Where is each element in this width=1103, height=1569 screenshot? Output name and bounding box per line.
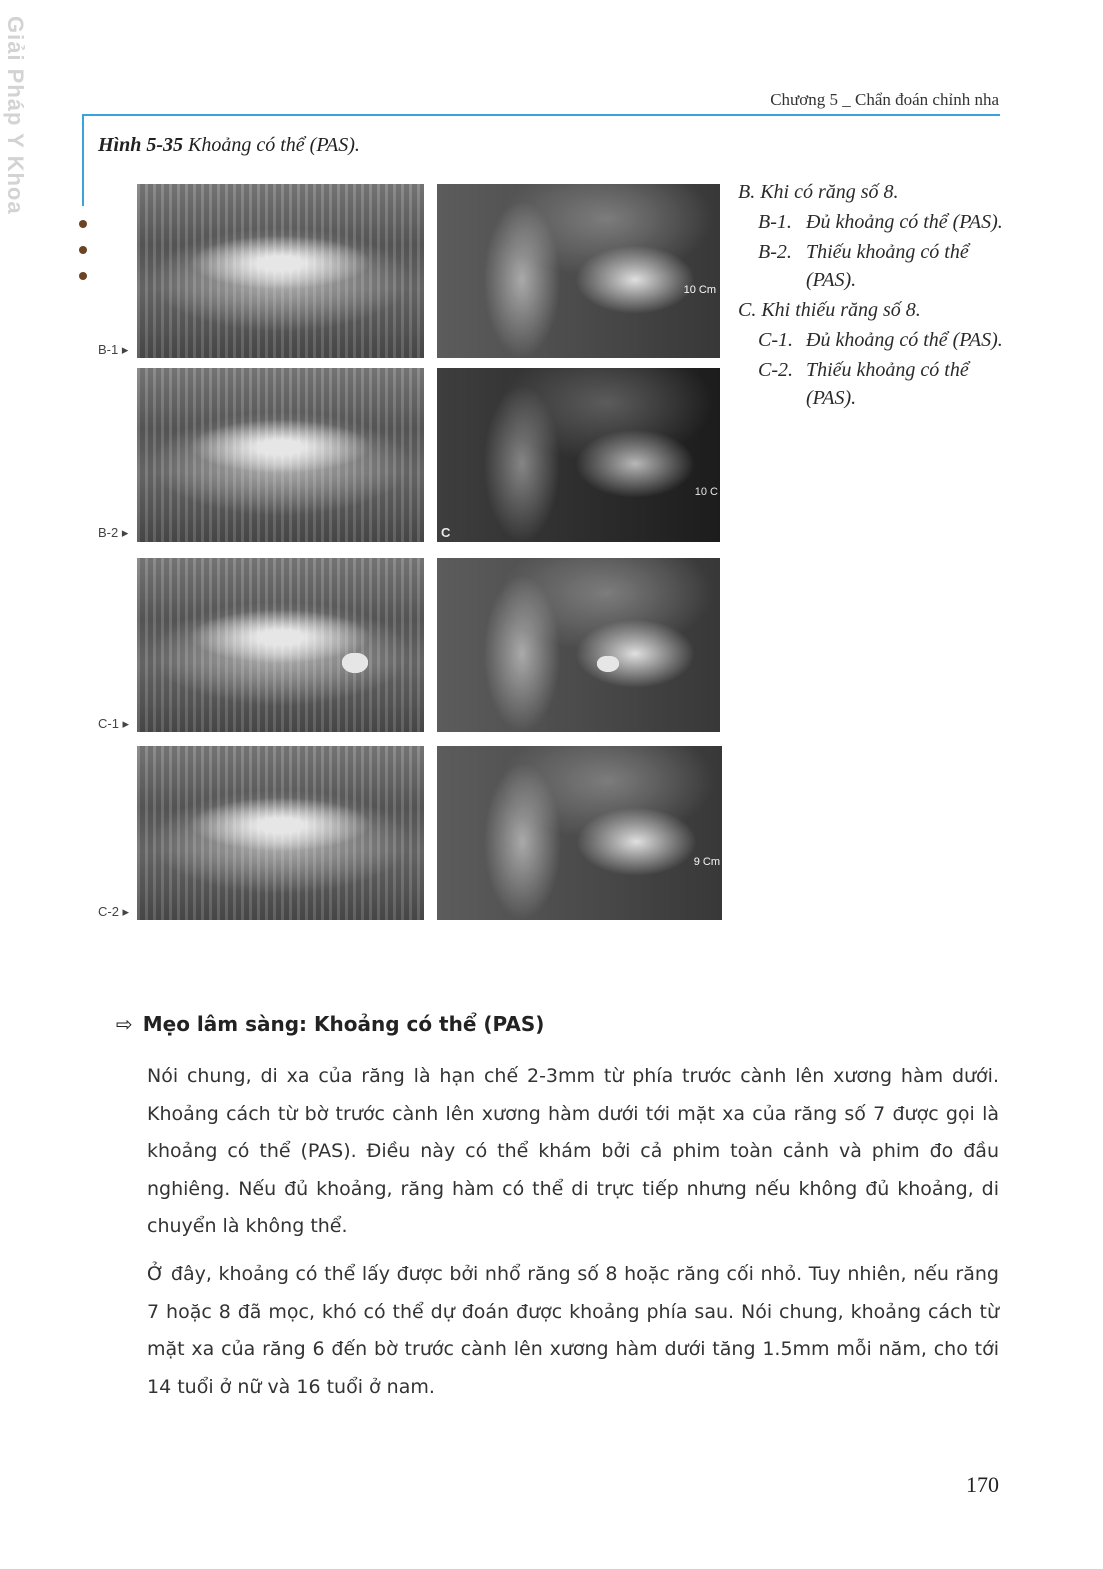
side-brand-watermark: Giải Pháp Y Khoa [3, 16, 28, 215]
tip-heading [116, 1012, 544, 1036]
panoramic-xray-c1 [137, 558, 424, 732]
legend-key: B-2. [758, 241, 792, 263]
panoramic-xray-b2 [137, 368, 424, 542]
legend-heading-c: C. Khi thiếu răng số 8. [738, 299, 921, 321]
panoramic-xray-b1 [137, 184, 424, 358]
legend-item-b1 [758, 208, 1008, 236]
bullet-dot [79, 272, 87, 280]
legend-key: B-1. [758, 211, 792, 233]
bullet-dot [79, 246, 87, 254]
tip-paragraph-2: Ở đây, khoảng có thể lấy được bởi nhổ răng số 8 hoặc răng cối nhỏ. Tuy nhiên, nếu răng 7 hoặc 8 đã mọc, khó có thể dự đoán được khoảng phía sau. Nói chung, khoảng cách từ mặt xa của răng 6 đến bờ trước cành lên xương hàm dưới tăng 1.5mm mỗi năm, cho tới 14 tuổi ở nữ và 16 tuổi ở nam. [147, 1263, 999, 1398]
corner-mark: C [441, 525, 451, 540]
header-vertical-rule [82, 114, 84, 206]
panel-label-b1: B-1 ▸ [98, 342, 129, 357]
panel-label-c1: C-1 ▸ [98, 716, 130, 731]
panel-label-c2: C-2 ▸ [98, 904, 130, 919]
ceph-xray-b1 [437, 184, 720, 358]
bullet-dot [79, 220, 87, 228]
tip-paragraph-1: Nói chung, di xa của răng là hạn chế 2-3mm từ phía trước cành lên xương hàm dưới. Khoảng cách từ bờ trước cành lên xương hàm dưới tới mặt xa của răng số 7 được gọi là khoảng có thể (PAS). Điều này có thể khám bởi cả phim toàn cảnh và phim đo đầu nghiêng. Nếu đủ khoảng, răng hàm có thể di trực tiếp nhưng nếu không đủ khoảng, di chuyển là không thể. [147, 1065, 999, 1237]
legend-item-c1 [758, 326, 1008, 354]
panoramic-xray-c2 [137, 746, 424, 920]
legend-text: Thiếu khoảng có thể (PAS). [806, 359, 969, 409]
legend-text: Đủ khoảng có thể (PAS). [806, 211, 1003, 233]
chapter-header: Chương 5 _ Chẩn đoán chỉnh nha [770, 90, 999, 109]
legend-text: Thiếu khoảng có thể (PAS). [806, 241, 969, 291]
arrow-icon: ⇨ [116, 1012, 133, 1036]
figure-caption [98, 134, 360, 157]
figure-caption-text: Khoảng có thể (PAS). [183, 134, 360, 156]
page-number: 170 [966, 1472, 999, 1497]
panel-label-b2: B-2 ▸ [98, 525, 129, 540]
scale-mark: 10 C [694, 486, 718, 498]
ceph-xray-c2 [437, 746, 722, 920]
figure-legend [738, 178, 1008, 414]
ceph-xray-c1 [437, 558, 720, 732]
legend-heading-b: B. Khi có răng số 8. [738, 181, 899, 203]
filling-highlight [342, 653, 368, 673]
ceph-xray-b2 [437, 368, 720, 542]
legend-key: C-1. [758, 329, 793, 351]
legend-text: Đủ khoảng có thể (PAS). [806, 329, 1003, 351]
scale-mark: 9 Cm [693, 856, 720, 868]
scale-mark: 10 Cm [683, 284, 716, 296]
legend-key: C-2. [758, 359, 793, 381]
header-rule [82, 114, 1000, 116]
legend-item-b2 [758, 238, 1008, 294]
filling-highlight [597, 656, 619, 672]
legend-item-c2 [758, 356, 1008, 412]
figure-caption-label: Hình 5-35 [98, 134, 184, 156]
tip-heading-text: Mẹo lâm sàng: Khoảng có thể (PAS) [142, 1012, 545, 1036]
